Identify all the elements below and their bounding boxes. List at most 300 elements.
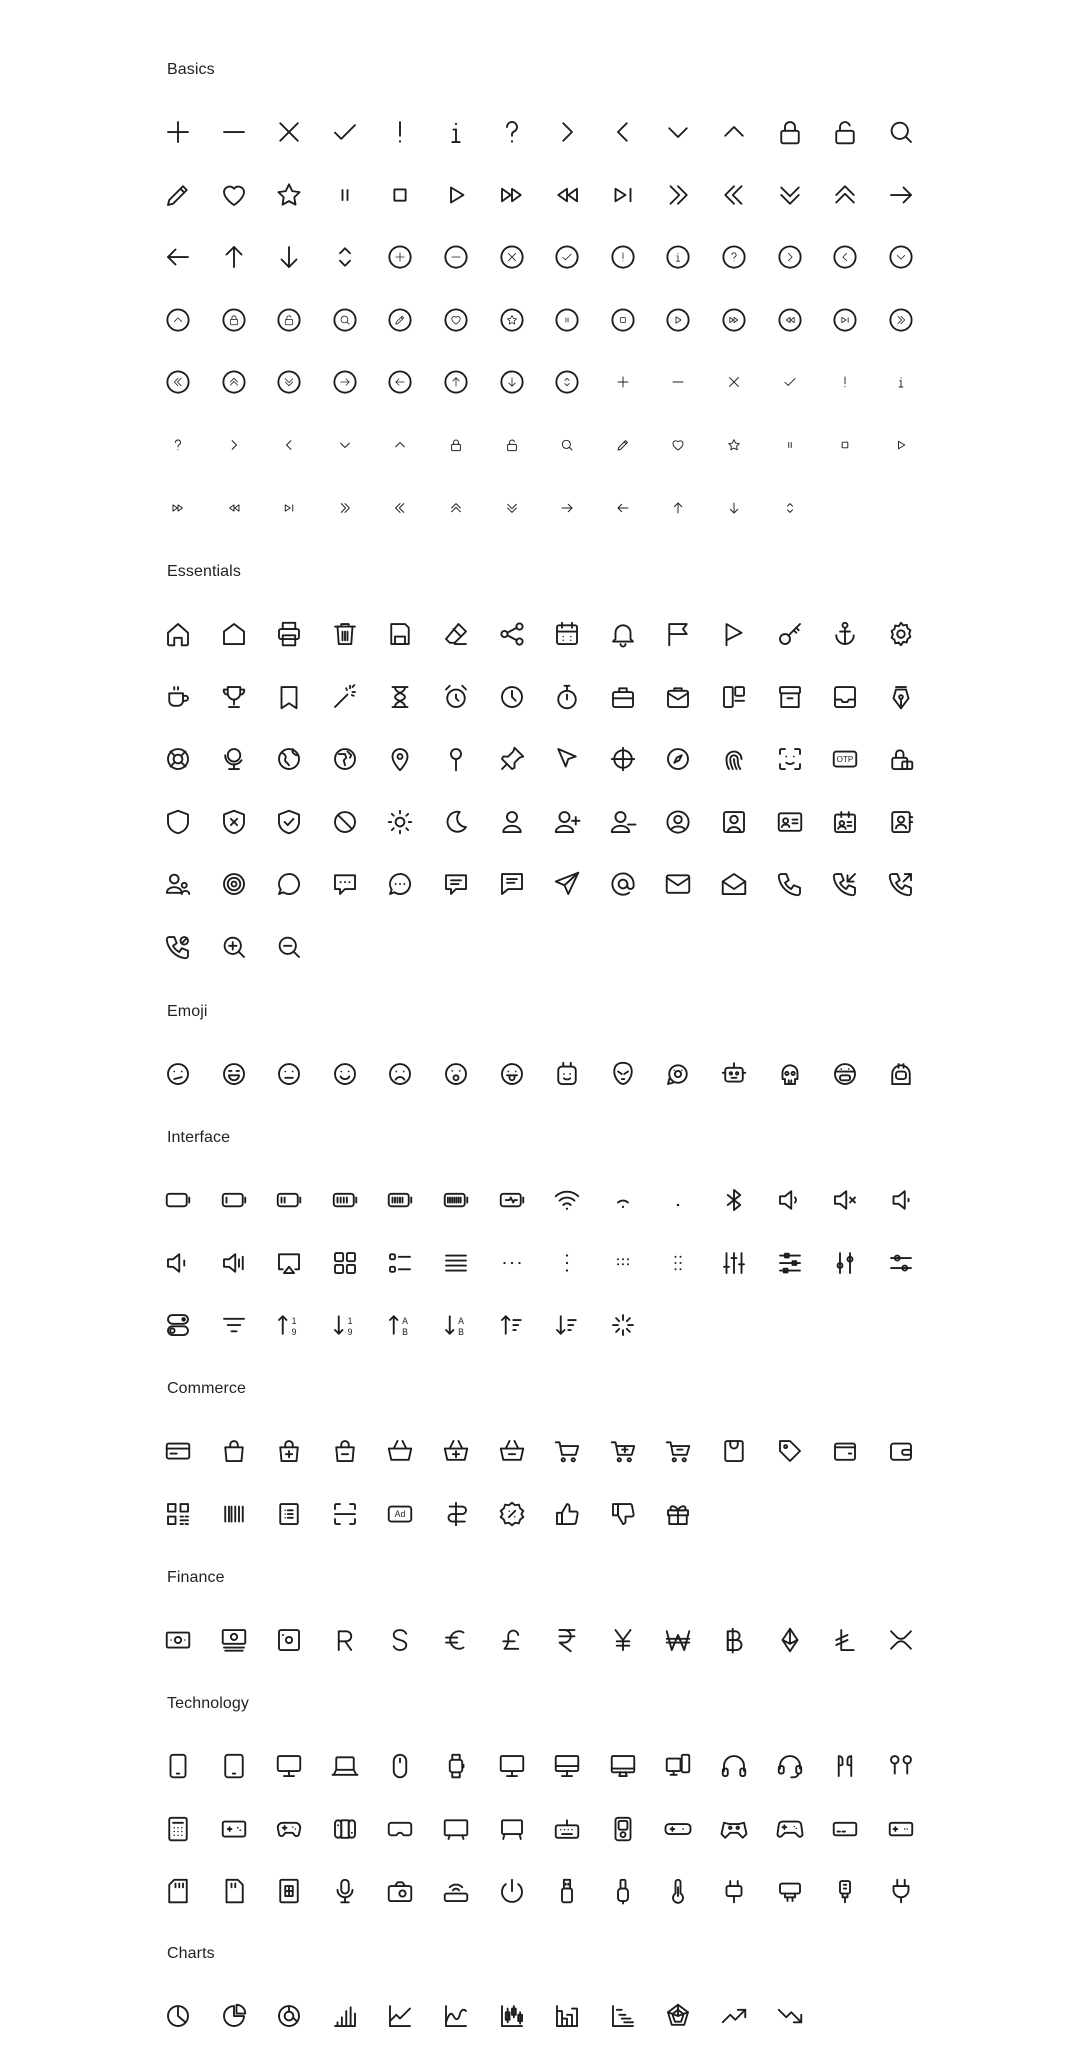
- moon-icon: [441, 807, 471, 837]
- circle-search-icon: [330, 305, 360, 335]
- pin-icon: [497, 744, 527, 774]
- wifi-low-icon: [608, 1185, 638, 1215]
- users-icon: [163, 869, 193, 899]
- grid-icon: [330, 1248, 360, 1278]
- circle-chevron-right-icon: [775, 242, 805, 272]
- imac-icon: [608, 1751, 638, 1781]
- circle-fast-forward-icon: [719, 305, 749, 335]
- dots-grid-icon: [608, 1248, 638, 1278]
- desktop-icon: [274, 1751, 304, 1781]
- map-pin-icon: [385, 744, 415, 774]
- send-icon: [552, 869, 582, 899]
- pound-icon: [497, 1625, 527, 1655]
- crosshair-icon: [608, 744, 638, 774]
- circle-x-icon: [497, 242, 527, 272]
- calendar-icon: [552, 619, 582, 649]
- at-icon: [608, 869, 638, 899]
- laptop-icon: [330, 1751, 360, 1781]
- circle-exclamation-icon: [608, 242, 638, 272]
- pen-nib-icon: [886, 682, 916, 712]
- masked-face-icon: [830, 1059, 860, 1089]
- svg-text:B: B: [458, 1327, 464, 1338]
- joystick-icon: [719, 1814, 749, 1844]
- baht-icon: [719, 1625, 749, 1655]
- arrow-right-icon: [886, 180, 916, 210]
- tag-icon: [775, 1436, 805, 1466]
- id-card-icon: [775, 807, 805, 837]
- dots-vertical-icon: [552, 1248, 582, 1278]
- chat-icon: [274, 869, 304, 899]
- sort-updown-icon: [330, 242, 360, 272]
- receipt-icon: [274, 1499, 304, 1529]
- volume-mute-icon: [830, 1185, 860, 1215]
- gamepad-alt-icon: [775, 1814, 805, 1844]
- small-double-chevron-right-icon: [330, 493, 360, 523]
- sort-numeric-up-icon: [274, 1310, 304, 1340]
- circle-minus-icon: [441, 242, 471, 272]
- tv-stand-icon: [497, 1814, 527, 1844]
- credit-card-icon: [163, 1436, 193, 1466]
- small-double-chevron-down-icon: [497, 493, 527, 523]
- confused-face-icon: [163, 1059, 193, 1089]
- phone-outgoing-icon: [886, 869, 916, 899]
- play-icon: [441, 180, 471, 210]
- unlock-icon: [830, 117, 860, 147]
- alarm-icon: [441, 682, 471, 712]
- sort-desc-icon: [552, 1310, 582, 1340]
- gantt-chart-icon: [608, 2001, 638, 2031]
- yen-icon: [608, 1625, 638, 1655]
- chevron-down-icon: [663, 117, 693, 147]
- small-arrow-left-icon: [608, 493, 638, 523]
- section-title-interface: Interface: [167, 1129, 231, 1146]
- briefcase-icon: [608, 682, 638, 712]
- push-pin-icon: [441, 744, 471, 774]
- key-icon: [775, 619, 805, 649]
- trend-up-icon: [719, 2001, 749, 2031]
- small-plus-icon: [608, 367, 638, 397]
- shield-check-icon: [274, 807, 304, 837]
- user-icon: [497, 807, 527, 837]
- small-chevron-up-icon: [385, 430, 415, 460]
- sort-alpha-up-icon: [385, 1310, 415, 1340]
- euro-icon: [441, 1625, 471, 1655]
- double-chevron-down-icon: [775, 180, 805, 210]
- smile-face-icon: [330, 1059, 360, 1089]
- contacts-icon: [886, 807, 916, 837]
- usb-icon: [552, 1876, 582, 1906]
- dots-horizontal-icon: [497, 1248, 527, 1278]
- phone-icon: [775, 869, 805, 899]
- surprised-face-icon: [441, 1059, 471, 1089]
- circle-double-chevron-right-icon: [886, 305, 916, 335]
- helmet-face-icon: [886, 1059, 916, 1089]
- thumbs-up-icon: [552, 1499, 582, 1529]
- small-double-chevron-up-icon: [441, 493, 471, 523]
- layout-icon: [719, 682, 749, 712]
- save-icon: [385, 619, 415, 649]
- small-chevron-left-icon: [274, 430, 304, 460]
- wallet-icon: [830, 1436, 860, 1466]
- chevron-up-icon: [719, 117, 749, 147]
- tablet-icon: [219, 1751, 249, 1781]
- plus-icon: [163, 117, 193, 147]
- zoom-in-icon: [219, 932, 249, 962]
- gift-icon: [663, 1499, 693, 1529]
- double-chevron-right-icon: [663, 180, 693, 210]
- badge-icon: [830, 807, 860, 837]
- gamepad-card-icon: [219, 1814, 249, 1844]
- camera-icon: [385, 1876, 415, 1906]
- battery-max-icon: [441, 1185, 471, 1215]
- square-face-icon: [552, 1059, 582, 1089]
- battery-high-icon: [330, 1185, 360, 1215]
- mail-open-icon: [719, 869, 749, 899]
- bag-plus-icon: [274, 1436, 304, 1466]
- headphones-icon: [719, 1751, 749, 1781]
- battery-empty-icon: [163, 1185, 193, 1215]
- banknote-icon: [163, 1625, 193, 1655]
- circle-chevron-down-icon: [886, 242, 916, 272]
- small-play-icon: [886, 430, 916, 460]
- phone-device-icon: [163, 1751, 193, 1781]
- plug-icon: [719, 1876, 749, 1906]
- x-icon: [274, 117, 304, 147]
- small-star-icon: [719, 430, 749, 460]
- circle-chevron-left-icon: [830, 242, 860, 272]
- svg-text:9: 9: [291, 1327, 297, 1338]
- devices-icon: [663, 1751, 693, 1781]
- airplay-icon: [274, 1248, 304, 1278]
- skip-next-icon: [608, 180, 638, 210]
- rupee-icon: [552, 1625, 582, 1655]
- section-title-charts: Charts: [167, 1945, 215, 1962]
- sort-alpha-down-icon: [441, 1310, 471, 1340]
- pie-chart-alt-icon: [219, 2001, 249, 2031]
- circle-check-icon: [552, 242, 582, 272]
- section-title-finance: Finance: [167, 1569, 225, 1586]
- bookmark-icon: [274, 682, 304, 712]
- bag-icon: [663, 682, 693, 712]
- small-heart-icon: [663, 430, 693, 460]
- speaker-low-icon: [163, 1248, 193, 1278]
- shopping-bag-icon: [219, 1436, 249, 1466]
- mail-icon: [663, 869, 693, 899]
- trophy-icon: [219, 682, 249, 712]
- sliders-vertical-icon: [830, 1248, 860, 1278]
- ipod-icon: [608, 1814, 638, 1844]
- alien-face-icon: [608, 1059, 638, 1089]
- exclamation-icon: [385, 117, 415, 147]
- user-minus-icon: [608, 807, 638, 837]
- small-stop-icon: [830, 430, 860, 460]
- candlestick-chart-icon: [497, 2001, 527, 2031]
- qr-code-icon: [163, 1499, 193, 1529]
- circle-chevron-up-icon: [163, 305, 193, 335]
- lira-icon: [830, 1625, 860, 1655]
- toggle-sliders-icon: [886, 1248, 916, 1278]
- menu-icon: [441, 1248, 471, 1278]
- chevron-right-icon: [552, 117, 582, 147]
- robot-face-icon: [719, 1059, 749, 1089]
- message-icon: [497, 869, 527, 899]
- barcode-icon: [219, 1499, 249, 1529]
- home-icon: [163, 619, 193, 649]
- bluetooth-icon: [719, 1185, 749, 1215]
- sd-card-icon: [163, 1876, 193, 1906]
- small-minus-icon: [663, 367, 693, 397]
- earbuds-icon: [830, 1751, 860, 1781]
- small-skip-next-icon: [274, 493, 304, 523]
- double-chevron-left-icon: [719, 180, 749, 210]
- line-chart-icon: [385, 2001, 415, 2031]
- section-title-commerce: Commerce: [167, 1380, 247, 1397]
- cartridge-icon: [830, 1814, 860, 1844]
- sun-icon: [385, 807, 415, 837]
- section-title-technology: Technology: [167, 1695, 249, 1712]
- small-pencil-icon: [608, 430, 638, 460]
- small-info-icon: [886, 367, 916, 397]
- monitor-icon: [497, 1751, 527, 1781]
- globe-alt-icon: [330, 744, 360, 774]
- calculator-icon: [163, 1814, 193, 1844]
- circle-question-icon: [719, 242, 749, 272]
- magic-wand-icon: [330, 682, 360, 712]
- monitor-alt-icon: [552, 1751, 582, 1781]
- wifi-icon: [552, 1185, 582, 1215]
- circle-skip-next-icon: [830, 305, 860, 335]
- pause-icon: [330, 180, 360, 210]
- cart-minus-icon: [663, 1436, 693, 1466]
- small-double-chevron-left-icon: [385, 493, 415, 523]
- anchor-icon: [830, 619, 860, 649]
- svg-text:9: 9: [347, 1327, 353, 1338]
- toggles-icon: [163, 1310, 193, 1340]
- svg-text:1: 1: [291, 1315, 297, 1326]
- gear-icon: [886, 619, 916, 649]
- arrow-left-icon: [163, 242, 193, 272]
- stopwatch-icon: [552, 682, 582, 712]
- circle-arrow-up-icon: [441, 367, 471, 397]
- equalizer-vertical-icon: [719, 1248, 749, 1278]
- circle-lock-icon: [219, 305, 249, 335]
- user-plus-icon: [552, 807, 582, 837]
- dollar-icon: [385, 1625, 415, 1655]
- globe-stand-icon: [219, 744, 249, 774]
- ban-icon: [330, 807, 360, 837]
- tongue-face-icon: [497, 1059, 527, 1089]
- speaker-high-icon: [219, 1248, 249, 1278]
- circle-sort-icon: [552, 367, 582, 397]
- svg-text:B: B: [402, 1327, 409, 1338]
- power-plug-icon: [886, 1876, 916, 1906]
- compass-icon: [663, 744, 693, 774]
- battery-full-icon: [385, 1185, 415, 1215]
- pencil-icon: [163, 180, 193, 210]
- smartwatch-icon: [441, 1751, 471, 1781]
- circle-star-icon: [497, 305, 527, 335]
- basket-plus-icon: [441, 1436, 471, 1466]
- neutral-face-icon: [274, 1059, 304, 1089]
- small-fast-forward-icon: [163, 493, 193, 523]
- message-lines-icon: [441, 869, 471, 899]
- circle-rewind-icon: [775, 305, 805, 335]
- bar-chart-icon: [330, 2001, 360, 2031]
- basket-minus-icon: [497, 1436, 527, 1466]
- circle-pencil-icon: [385, 305, 415, 335]
- gamepad-flat-icon: [886, 1814, 916, 1844]
- small-chevron-down-icon: [330, 430, 360, 460]
- airpods-icon: [886, 1751, 916, 1781]
- eraser-icon: [441, 619, 471, 649]
- battery-charging-icon: [497, 1185, 527, 1215]
- stop-icon: [385, 180, 415, 210]
- star-icon: [274, 180, 304, 210]
- small-arrow-right-icon: [552, 493, 582, 523]
- info-icon: [441, 117, 471, 147]
- lock-card-icon: [886, 744, 916, 774]
- sort-numeric-down-icon: [330, 1310, 360, 1340]
- money-card-icon: [274, 1625, 304, 1655]
- face-id-icon: [775, 744, 805, 774]
- svg-text:1: 1: [347, 1315, 353, 1326]
- circle-unlock-icon: [274, 305, 304, 335]
- circle-heart-icon: [441, 305, 471, 335]
- gamepad-icon: [274, 1814, 304, 1844]
- section-title-essentials: Essentials: [167, 563, 241, 580]
- otp-icon: [830, 744, 860, 774]
- section-title-basics: Basics: [167, 61, 215, 78]
- circle-double-chevron-down-icon: [274, 367, 304, 397]
- small-exclamation-icon: [830, 367, 860, 397]
- small-x-icon: [719, 367, 749, 397]
- double-chevron-up-icon: [830, 180, 860, 210]
- small-search-icon: [552, 430, 582, 460]
- won-icon: [663, 1625, 693, 1655]
- small-lock-icon: [441, 430, 471, 460]
- svg-text:A: A: [458, 1315, 464, 1326]
- pie-chart-icon: [163, 2001, 193, 2031]
- globe-icon: [274, 744, 304, 774]
- small-arrow-up-icon: [663, 493, 693, 523]
- laughing-face-icon: [219, 1059, 249, 1089]
- xrp-icon: [886, 1625, 916, 1655]
- area-wave-chart-icon: [441, 2001, 471, 2031]
- small-unlock-icon: [497, 430, 527, 460]
- volume-low-icon: [775, 1185, 805, 1215]
- coffee-icon: [163, 682, 193, 712]
- circle-plus-icon: [385, 242, 415, 272]
- inbox-icon: [830, 682, 860, 712]
- discount-badge-icon: [497, 1499, 527, 1529]
- drag-handle-icon: [663, 1248, 693, 1278]
- archive-icon: [775, 682, 805, 712]
- search-icon: [886, 117, 916, 147]
- small-pause-icon: [775, 430, 805, 460]
- small-rewind-icon: [219, 493, 249, 523]
- basket-icon: [385, 1436, 415, 1466]
- wallet-alt-icon: [886, 1436, 916, 1466]
- small-check-icon: [775, 367, 805, 397]
- zoom-out-icon: [274, 932, 304, 962]
- rewind-icon: [552, 180, 582, 210]
- printer-icon: [274, 619, 304, 649]
- shopping-bag-alt-icon: [719, 1436, 749, 1466]
- cart-plus-icon: [608, 1436, 638, 1466]
- histogram-chart-icon: [552, 2001, 582, 2031]
- sort-asc-icon: [497, 1310, 527, 1340]
- headset-icon: [775, 1751, 805, 1781]
- section-title-emoji: Emoji: [167, 1003, 208, 1020]
- switch-console-icon: [330, 1814, 360, 1844]
- scan-icon: [330, 1499, 360, 1529]
- chip-icon: [274, 1876, 304, 1906]
- keyboard-device-icon: [552, 1814, 582, 1844]
- circle-arrow-right-icon: [330, 367, 360, 397]
- target-icon: [219, 869, 249, 899]
- lightning-cable-icon: [830, 1876, 860, 1906]
- flag-icon: [663, 619, 693, 649]
- circle-arrow-down-icon: [497, 367, 527, 397]
- projector-icon: [775, 1876, 805, 1906]
- heart-icon: [219, 180, 249, 210]
- chat-round-dots-icon: [385, 869, 415, 899]
- svg-text:A: A: [402, 1315, 409, 1326]
- small-arrow-down-icon: [719, 493, 749, 523]
- battery-low-icon: [219, 1185, 249, 1215]
- small-question-icon: [163, 430, 193, 460]
- chat-dots-icon: [330, 869, 360, 899]
- sliders-horizontal-icon: [775, 1248, 805, 1278]
- router-icon: [441, 1876, 471, 1906]
- arrow-up-icon: [219, 242, 249, 272]
- check-icon: [330, 117, 360, 147]
- small-sort-icon: [775, 493, 805, 523]
- share-icon: [497, 619, 527, 649]
- minus-icon: [219, 117, 249, 147]
- circle-stop-icon: [608, 305, 638, 335]
- bell-icon: [608, 619, 638, 649]
- trash-icon: [330, 619, 360, 649]
- small-chevron-right-icon: [219, 430, 249, 460]
- usb-c-icon: [608, 1876, 638, 1906]
- power-icon: [497, 1876, 527, 1906]
- clock-icon: [497, 682, 527, 712]
- circle-double-chevron-up-icon: [219, 367, 249, 397]
- chevron-left-icon: [608, 117, 638, 147]
- ad-icon: [385, 1499, 415, 1529]
- ethereum-icon: [775, 1625, 805, 1655]
- fingerprint-icon: [719, 744, 749, 774]
- user-circle-icon: [663, 807, 693, 837]
- vr-headset-icon: [385, 1814, 415, 1844]
- battery-half-icon: [274, 1185, 304, 1215]
- circle-arrow-left-icon: [385, 367, 415, 397]
- lifebuoy-icon: [163, 744, 193, 774]
- home-alt-icon: [219, 619, 249, 649]
- filter-icon: [219, 1310, 249, 1340]
- donut-chart-icon: [274, 2001, 304, 2031]
- trend-down-icon: [775, 2001, 805, 2031]
- thermometer-icon: [663, 1876, 693, 1906]
- fast-forward-icon: [497, 180, 527, 210]
- skull-icon: [775, 1059, 805, 1089]
- cash-icon: [441, 1499, 471, 1529]
- hourglass-icon: [385, 682, 415, 712]
- question-icon: [497, 117, 527, 147]
- controller-icon: [663, 1814, 693, 1844]
- shield-x-icon: [219, 807, 249, 837]
